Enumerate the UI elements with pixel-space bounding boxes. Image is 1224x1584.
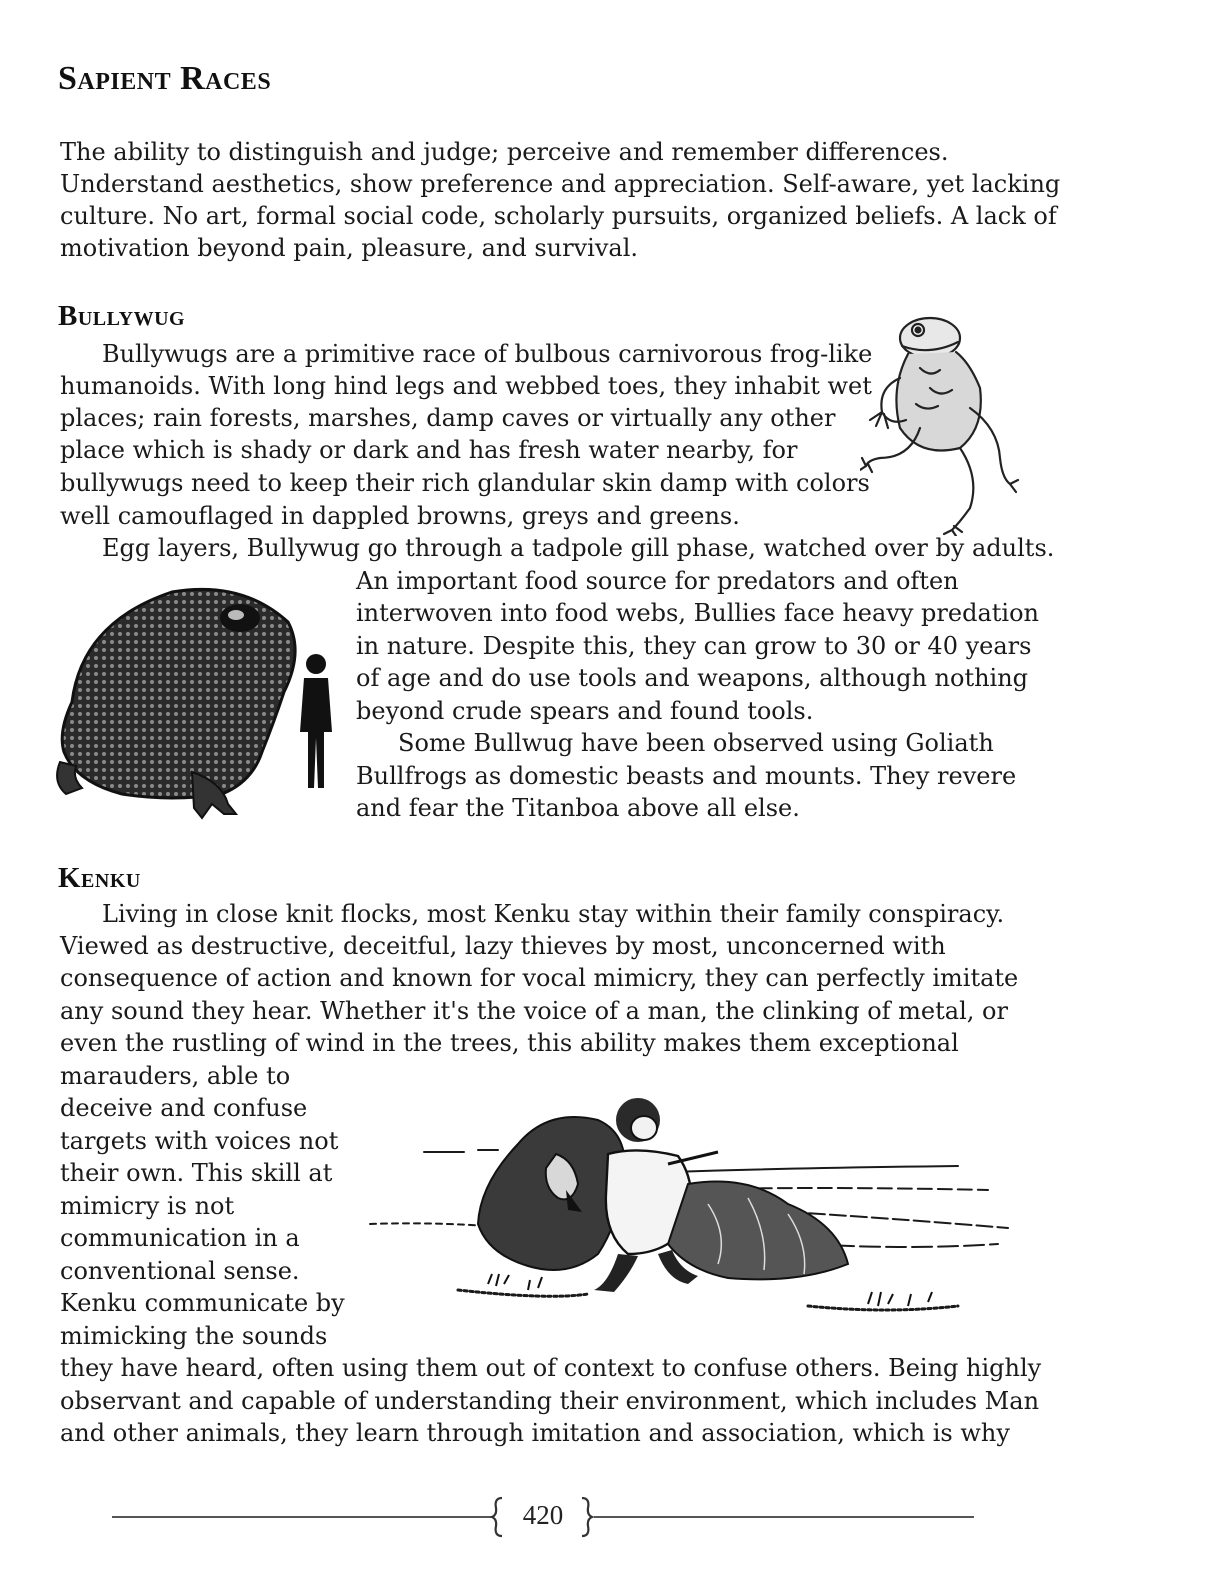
bullywug-line: humanoids. With long hind legs and webbed toes, they inhabit wet <box>60 372 872 400</box>
bullywug-line: and fear the Titanboa above all else. <box>356 794 800 822</box>
kenku-line: Living in close knit flocks, most Kenku stay within their family conspiracy. <box>102 900 1005 928</box>
kenku-line: their own. This skill at <box>60 1159 333 1187</box>
bullywug-line: place which is shady or dark and has fresh water nearby, for <box>60 436 798 464</box>
kenku-line: mimicry is not <box>60 1192 235 1220</box>
kenku-line: communication in a <box>60 1224 300 1252</box>
bullywug-line: interwoven into food webs, Bullies face heavy predation <box>356 599 1039 627</box>
kenku-line: observant and capable of understanding their environment, which includes Man <box>60 1387 1040 1415</box>
kenku-line: targets with voices not <box>60 1127 339 1155</box>
kenku-line: and other animals, they learn through imitation and association, which is why <box>60 1419 1010 1447</box>
kenku-line: they have heard, often using them out of context to confuse others. Being highly <box>60 1354 1042 1382</box>
bullywug-line: Egg layers, Bullywug go through a tadpole gill phase, watched over by adults. <box>102 534 1055 562</box>
footer-rule-right <box>594 1516 974 1518</box>
frog-illustration <box>860 308 1020 536</box>
bullywug-line: Bullywugs are a primitive race of bulbous carnivorous frog-like <box>102 340 873 368</box>
bullywug-heading: Bullywug <box>58 300 186 332</box>
kenku-line: deceive and confuse <box>60 1094 308 1122</box>
bullywug-line: of age and do use tools and weapons, although nothing <box>356 664 1029 692</box>
kenku-and-child-illustration <box>368 1094 1018 1330</box>
bullywug-line: well camouflaged in dappled browns, greys and greens. <box>60 502 740 530</box>
bullywug-line: places; rain forests, marshes, damp caves or virtually any other <box>60 404 836 432</box>
kenku-heading: Kenku <box>58 862 141 894</box>
bullywug-line: Bullfrogs as domestic beasts and mounts. They revere <box>356 762 1017 790</box>
intro-line: The ability to distinguish and judge; perceive and remember differences. <box>60 138 949 166</box>
toad-with-human-scale-illustration <box>52 582 342 826</box>
kenku-line: even the rustling of wind in the trees, this ability makes them exceptional <box>60 1029 959 1057</box>
kenku-line: any sound they hear. Whether it's the voice of a man, the clinking of metal, or <box>60 997 1008 1025</box>
intro-line: motivation beyond pain, pleasure, and survival. <box>60 234 639 262</box>
kenku-line: Viewed as destructive, deceitful, lazy thieves by most, unconcerned with <box>60 932 946 960</box>
bullywug-line: in nature. Despite this, they can grow to 30 or 40 years <box>356 632 1032 660</box>
intro-line: Understand aesthetics, show preference and appreciation. Self-aware, yet lacking <box>60 170 1061 198</box>
kenku-line: consequence of action and known for vocal mimicry, they can perfectly imitate <box>60 964 1019 992</box>
kenku-line: marauders, able to <box>60 1062 291 1090</box>
bullywug-line: An important food source for predators and often <box>356 567 959 595</box>
bullywug-line: beyond crude spears and found tools. <box>356 697 814 725</box>
footer-rule-left <box>112 1516 492 1518</box>
kenku-line: Kenku communicate by <box>60 1289 345 1317</box>
bullywug-line: Some Bullwug have been observed using Goliath <box>398 729 994 757</box>
kenku-line: mimicking the sounds <box>60 1322 328 1350</box>
bullywug-line: bullywugs need to keep their rich glandular skin damp with colors <box>60 469 870 497</box>
kenku-line: conventional sense. <box>60 1257 300 1285</box>
page-title: Sapient Races <box>58 60 272 97</box>
page-number: 420 <box>522 1500 564 1530</box>
intro-line: culture. No art, formal social code, scholarly pursuits, organized beliefs. A lack of <box>60 202 1057 230</box>
